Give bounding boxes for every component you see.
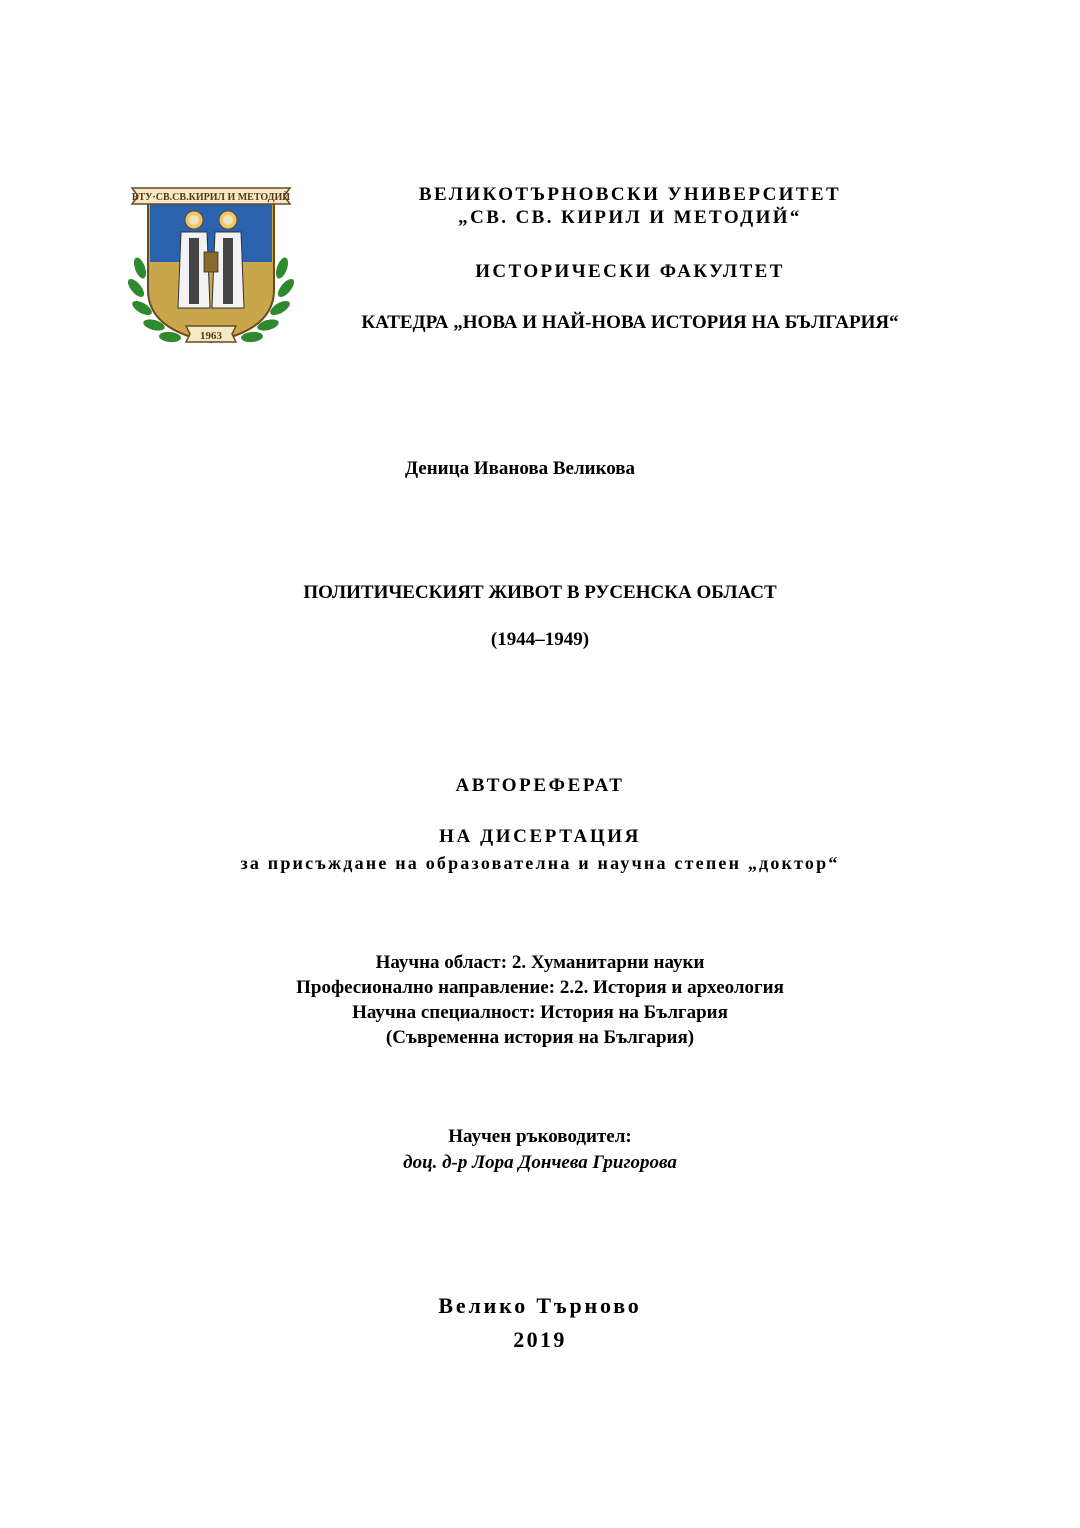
professional-direction: Професионално направление: 2.2. История и археология (296, 977, 784, 998)
scientific-specialty: Научна специалност: История на България (352, 1002, 728, 1023)
city-name: Велико Търново (438, 1293, 642, 1318)
banner-text: ВТУ·СВ.СВ.КИРИЛ И МЕТОДИЙ (131, 192, 291, 203)
supervisor-name: доц. д-р Лора Дончева Григорова (403, 1152, 677, 1173)
university-name-line1: ВЕЛИКОТЪРНОВСКИ УНИВЕРСИТЕТ (418, 184, 842, 205)
university-name-line2: „СВ. СВ. КИРИЛ И МЕТОДИЙ“ (458, 207, 802, 228)
year-text: 1963 (200, 330, 222, 342)
degree-purpose: за присъждане на образователна и научна степен „доктор“ (240, 853, 840, 873)
dissertation-heading: НА ДИСЕРТАЦИЯ (439, 826, 641, 847)
supervisor-label: Научен ръководител: (448, 1126, 632, 1147)
scientific-area: Научна област: 2. Хуманитарни науки (375, 952, 705, 973)
department-name: КАТЕДРА „НОВА И НАЙ-НОВА ИСТОРИЯ НА БЪЛГАРИЯ“ (361, 312, 899, 333)
author-name: Деница Иванова Великова (405, 458, 636, 479)
faculty-name: ИСТОРИЧЕСКИ ФАКУЛТЕТ (475, 261, 785, 282)
university-crest-logo (126, 180, 296, 352)
abstract-heading: АВТОРЕФЕРАТ (455, 775, 625, 796)
dissertation-period: (1944–1949) (490, 629, 590, 650)
dissertation-title: ПОЛИТИЧЕСКИЯТ ЖИВОТ В РУСЕНСКА ОБЛАСТ (303, 582, 777, 603)
publication-year: 2019 (513, 1327, 567, 1352)
specialty-note: (Съвременна история на България) (385, 1027, 695, 1048)
